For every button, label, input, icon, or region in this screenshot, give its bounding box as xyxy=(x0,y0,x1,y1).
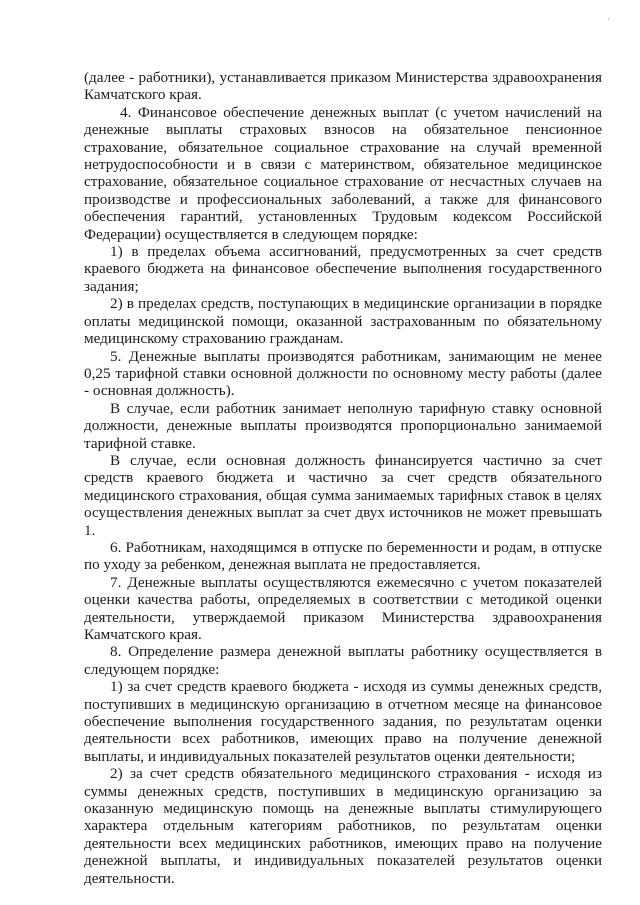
paragraph: 2) в пределах средств, поступающих в медицинские организации в порядке оплаты медицинской помощи, оказанной застрахованным по обязательному медицинскому страхованию гражданам. xyxy=(84,295,602,348)
paragraph: 4. Финансовое обеспечение денежных выплат (с учетом начислений на денежные выплаты страховых взносов на обязательное пенсионное страхование, обязательное социальное страхование на случай временной нетрудоспособности и в связи с материнством, обязательное медицинское страхование, обязательное социальное страхование от несчастных случаев на производстве и профессиональных заболеваний, а также для финансового обеспечения гарантий, установленных Трудовым кодексом Российской Федерации) осуществляется в следующем порядке: xyxy=(84,103,602,243)
document-body xyxy=(84,69,602,887)
paragraph: (далее - работники), устанавливается приказом Министерства здравоохранения Камчатского края. xyxy=(84,69,602,104)
paragraph: 1) в пределах объема ассигнований, предусмотренных за счет средств краевого бюджета на финансовое обеспечение выполнения государственного задания; xyxy=(84,243,602,295)
paragraph: 5. Денежные выплаты производятся работникам, занимающим не менее 0,25 тарифной ставки основной должности по основному месту работы (далее - основная должность). xyxy=(84,347,602,400)
paragraph: В случае, если основная должность финансируется частично за счет средств краевого бюджета и частично за счет средств обязательного медицинского страхования, общая сумма занимаемых тарифных ставок в целях осуществления денежных выплат за счет двух источников не может превышать 1. xyxy=(84,451,602,539)
paragraph: 6. Работникам, находящимся в отпуске по беременности и родам, в отпуске по уходу за ребенком, денежная выплата не предоставляется. xyxy=(84,538,602,574)
paragraph: 8. Определение размера денежной выплаты работнику осуществляется в следующем порядке: xyxy=(84,643,602,678)
paragraph: 7. Денежные выплаты осуществляются ежемесячно с учетом показателей оценки качества работы, определяемых в соответствии с методикой оценки деятельности, утверждаемой приказом Министерства здравоохранения Камчатского края. xyxy=(84,573,602,643)
paragraph: 2) за счет средств обязательного медицинского страхования - исходя из суммы денежных средств, поступивших в медицинскую организацию за оказанную медицинскую помощь на денежные выплаты стимулирующего характера отдельным категориям работников, по результатам оценки деятельности всех медицинских работников, имеющих право на получение денежной выплаты, и индивидуальных показателей результатов оценки деятельности. xyxy=(84,765,602,887)
paragraph: 1) за счет средств краевого бюджета - исходя из суммы денежных средств, поступивших в медицинскую организацию в отчетном месяце на финансовое обеспечение выполнения государственного задания, по результатам оценки деятельности всех работников, имеющих право на получение денежной выплаты, и индивидуальных показателей результатов оценки деятельности; xyxy=(84,678,602,765)
scan-mark: · xyxy=(607,14,610,24)
paragraph: В случае, если работник занимает неполную тарифную ставку основной должности, денежные выплаты производятся пропорционально занимаемой тарифной ставке. xyxy=(84,399,602,452)
